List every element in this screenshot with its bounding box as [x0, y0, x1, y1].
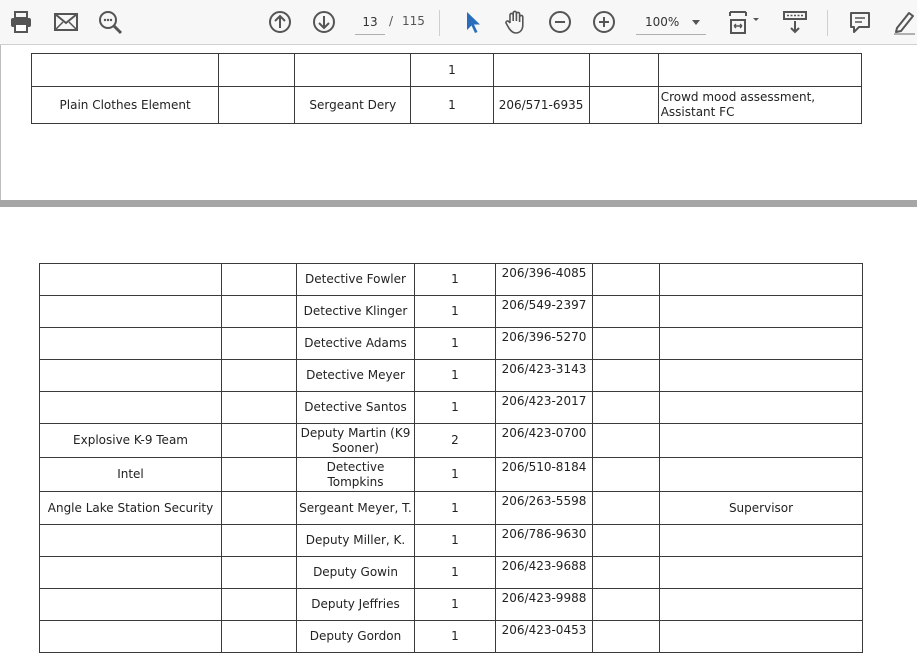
extra-cell — [593, 392, 660, 424]
unit-cell — [40, 264, 222, 296]
draw-pen-icon[interactable] — [890, 8, 917, 36]
table-row — [32, 87, 862, 124]
zoom-out-icon[interactable] — [546, 8, 574, 36]
zoom-value: 100% — [645, 15, 680, 29]
table-row — [40, 557, 863, 589]
unit-cell — [40, 621, 222, 653]
leader-cell: Detective Fowler — [297, 264, 415, 296]
blank-cell — [219, 54, 295, 87]
notes-cell — [660, 328, 863, 360]
phone-cell: 206/510-8184 — [496, 458, 593, 492]
extra-cell — [593, 458, 660, 492]
total-pages: 115 — [402, 14, 425, 28]
extra-cell — [593, 525, 660, 557]
count-cell: 1 — [415, 492, 496, 525]
page-down-icon[interactable] — [310, 8, 338, 36]
table-row — [40, 458, 863, 492]
leader-cell: Detective Meyer — [297, 360, 415, 392]
count-cell: 1 — [415, 621, 496, 653]
leader-cell: Detective Klinger — [297, 296, 415, 328]
notes-cell: Crowd mood assessment, Assistant FC — [658, 87, 861, 124]
leader-cell: Detective Tompkins — [297, 458, 415, 492]
count-cell: 1 — [415, 557, 496, 589]
extra-cell — [593, 492, 660, 525]
table-row — [40, 525, 863, 557]
count-cell: 1 — [415, 458, 496, 492]
toolbar-divider — [827, 10, 828, 36]
leader-cell: Deputy Miller, K. — [297, 525, 415, 557]
notes-cell — [660, 360, 863, 392]
extra-cell — [593, 360, 660, 392]
count-cell: 1 — [411, 54, 493, 87]
current-page: 13 — [362, 15, 378, 29]
table-row — [40, 424, 863, 458]
notes-cell — [660, 264, 863, 296]
phone-cell: 206/423-3143 — [496, 360, 593, 392]
page-number-input[interactable] — [355, 10, 385, 35]
print-icon[interactable] — [7, 8, 35, 36]
extra-cell — [593, 621, 660, 653]
unit-cell — [40, 360, 222, 392]
notes-cell — [660, 621, 863, 653]
blank-cell — [219, 87, 295, 124]
phone-cell: 206/396-4085 — [496, 264, 593, 296]
page-separator: / — [389, 14, 394, 28]
phone-cell: 206/571-6935 — [493, 87, 589, 124]
comment-icon[interactable] — [846, 8, 874, 36]
leader-cell: Deputy Gowin — [297, 557, 415, 589]
leader-cell: Deputy Gordon — [297, 621, 415, 653]
extra-cell — [593, 328, 660, 360]
phone-cell: 206/396-5270 — [496, 328, 593, 360]
unit-cell: Angle Lake Station Security — [40, 492, 222, 525]
unit-cell — [40, 296, 222, 328]
phone-cell: 206/423-0700 — [496, 424, 593, 458]
zoom-in-icon[interactable] — [590, 8, 618, 36]
phone-cell — [493, 54, 589, 87]
page-up-icon[interactable] — [266, 8, 294, 36]
table-row — [40, 589, 863, 621]
phone-cell: 206/423-9688 — [496, 557, 593, 589]
notes-cell — [660, 424, 863, 458]
page-edge — [0, 45, 1, 200]
unit-cell: Explosive K-9 Team — [40, 424, 222, 458]
table-row — [40, 328, 863, 360]
unit-cell — [40, 557, 222, 589]
scroll-mode-icon[interactable] — [781, 8, 809, 36]
blank-cell — [222, 264, 297, 296]
notes-cell — [660, 296, 863, 328]
count-cell: 1 — [415, 525, 496, 557]
count-cell: 1 — [415, 360, 496, 392]
email-icon[interactable] — [52, 8, 80, 36]
leader-cell — [295, 54, 411, 87]
unit-cell: Intel — [40, 458, 222, 492]
hand-pan-icon[interactable] — [502, 8, 530, 36]
page-separator-bar — [0, 200, 917, 207]
notes-cell — [658, 54, 861, 87]
blank-cell — [222, 328, 297, 360]
page1-table — [31, 53, 862, 124]
unit-cell: Plain Clothes Element — [32, 87, 219, 124]
phone-cell: 206/423-0453 — [496, 621, 593, 653]
table-row — [32, 54, 862, 87]
leader-cell: Deputy Jeffries — [297, 589, 415, 621]
fit-page-icon[interactable] — [724, 8, 764, 36]
extra-cell — [589, 54, 658, 87]
extra-cell — [593, 264, 660, 296]
select-cursor-icon[interactable] — [458, 8, 486, 36]
phone-cell: 206/549-2397 — [496, 296, 593, 328]
table-row — [40, 621, 863, 653]
unit-cell — [40, 589, 222, 621]
count-cell: 1 — [415, 589, 496, 621]
chevron-down-icon — [692, 20, 700, 25]
count-cell: 2 — [415, 424, 496, 458]
blank-cell — [222, 360, 297, 392]
blank-cell — [222, 525, 297, 557]
count-cell: 1 — [415, 264, 496, 296]
notes-cell — [660, 589, 863, 621]
blank-cell — [222, 296, 297, 328]
leader-cell: Sergeant Meyer, T. — [297, 492, 415, 525]
count-cell: 1 — [415, 328, 496, 360]
blank-cell — [222, 557, 297, 589]
pdf-toolbar — [0, 0, 917, 45]
notes-cell — [660, 458, 863, 492]
unit-cell — [40, 392, 222, 424]
extra-cell — [593, 296, 660, 328]
extra-cell — [593, 589, 660, 621]
blank-cell — [222, 458, 297, 492]
blank-cell — [222, 424, 297, 458]
search-zoom-icon[interactable] — [96, 8, 124, 36]
extra-cell — [593, 424, 660, 458]
document-viewport[interactable] — [0, 45, 917, 643]
table-row — [40, 492, 863, 525]
leader-cell: Detective Santos — [297, 392, 415, 424]
notes-cell — [660, 557, 863, 589]
leader-cell: Sergeant Dery — [295, 87, 411, 124]
phone-cell: 206/263-5598 — [496, 492, 593, 525]
blank-cell — [222, 621, 297, 653]
phone-cell: 206/423-9988 — [496, 589, 593, 621]
phone-cell: 206/423-2017 — [496, 392, 593, 424]
zoom-select[interactable] — [636, 10, 706, 35]
table-row — [40, 296, 863, 328]
unit-cell — [32, 54, 219, 87]
leader-cell: Detective Adams — [297, 328, 415, 360]
count-cell: 1 — [415, 296, 496, 328]
unit-cell — [40, 328, 222, 360]
blank-cell — [222, 589, 297, 621]
count-cell: 1 — [411, 87, 493, 124]
extra-cell — [589, 87, 658, 124]
blank-cell — [222, 392, 297, 424]
table-row — [40, 392, 863, 424]
blank-cell — [222, 492, 297, 525]
notes-cell — [660, 525, 863, 557]
extra-cell — [593, 557, 660, 589]
unit-cell — [40, 525, 222, 557]
leader-cell: Deputy Martin (K9 Sooner) — [297, 424, 415, 458]
count-cell: 1 — [415, 392, 496, 424]
toolbar-divider — [439, 10, 440, 36]
notes-cell — [660, 392, 863, 424]
phone-cell: 206/786-9630 — [496, 525, 593, 557]
table-row — [40, 360, 863, 392]
table-row — [40, 264, 863, 296]
notes-cell: Supervisor — [660, 492, 863, 525]
page2-table — [39, 263, 863, 653]
